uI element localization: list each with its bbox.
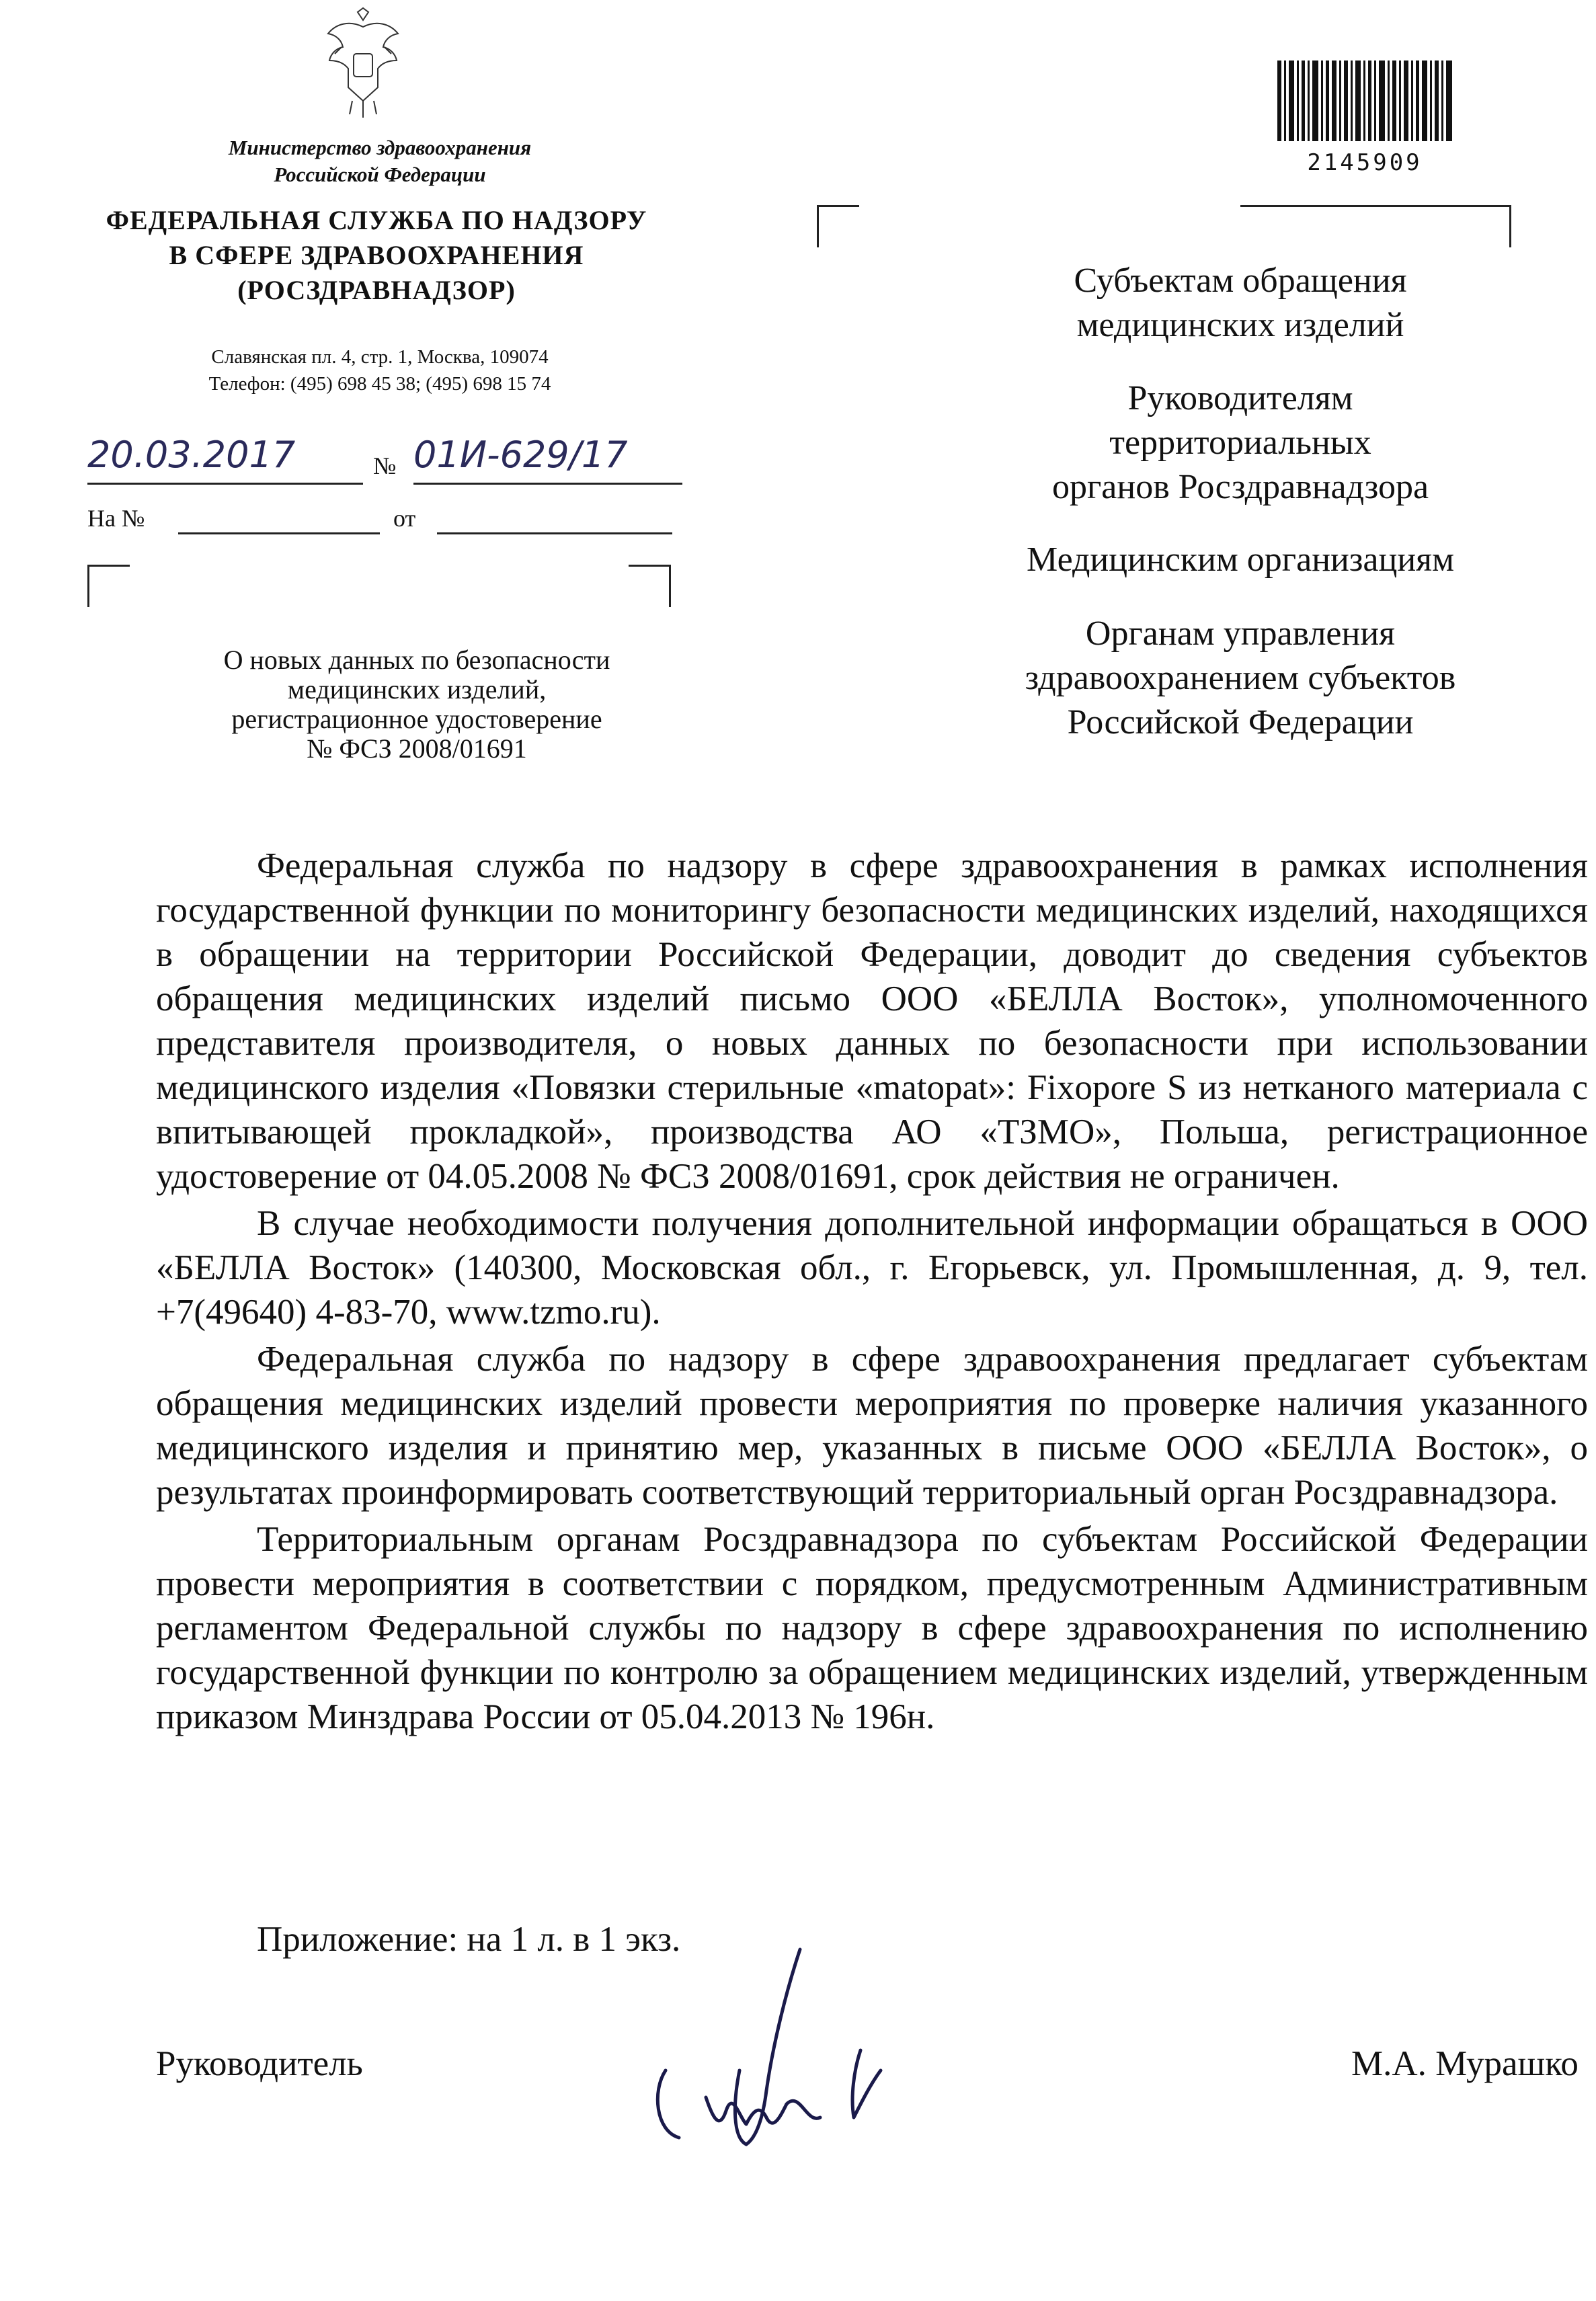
number-underline	[413, 483, 682, 485]
subject-bracket-left	[87, 565, 130, 607]
reply-date-field	[437, 532, 672, 534]
service-name-line2: В СФЕРЕ ЗДРАВООХРАНЕНИЯ	[169, 240, 584, 270]
addressee-1-line1: Субъектам обращения	[1074, 261, 1407, 300]
registration-date: 20.03.2017	[87, 434, 296, 476]
letter-body	[156, 844, 1588, 1742]
barcode-number: 2145909	[1307, 149, 1423, 176]
ministry-name-line2: Российской Федерации	[274, 163, 486, 186]
reply-number-field	[178, 532, 380, 534]
address-line: Славянская пл. 4, стр. 1, Москва, 109074	[211, 346, 549, 368]
barcode-image	[1277, 60, 1452, 141]
body-paragraph-4: Территориальным органам Росздравнадзора по субъектам Российской Федерации провести мероприятия в соответствии с порядком, предусмотренным Административным регламентом Федеральной службы по надзору в сфере здравоохранения по исполнению государственной функции по контролю за обращением медицинских изделий, утвержденным приказом Минздрава России от 05.04.2013 № 196н.	[156, 1520, 1588, 1736]
ministry-name-line1: Министерство здравоохранения	[228, 136, 532, 159]
signer-title: Руководитель	[156, 2044, 363, 2083]
signer-name: М.А. Мурашко	[1351, 2044, 1579, 2083]
service-name-line1: ФЕДЕРАЛЬНАЯ СЛУЖБА ПО НАДЗОРУ	[106, 205, 647, 235]
date-underline	[87, 483, 363, 485]
coat-of-arms-emblem	[323, 7, 403, 124]
addressee-4-line2: здравоохранением субъектов	[1025, 659, 1456, 697]
addressee-2-line3: органов Росздравнадзора	[1051, 468, 1429, 506]
addressee-3-line1: Медицинским организациям	[1027, 540, 1454, 579]
addressee-4-line1: Органам управления	[1085, 614, 1396, 653]
addressee-2-line2: территориальных	[1109, 423, 1371, 462]
body-paragraph-2: В случае необходимости получения дополнительной информации обращаться в ООО «БЕЛЛА Восток» (140300, Московская обл., г. Егорьевск, ул. Промышленная, д. 9, тел. +7(49640) 4-83-70, www.tzmo.ru).	[156, 1204, 1588, 1332]
attachment-note: Приложение: на 1 л. в 1 экз.	[257, 1920, 681, 1959]
registration-number: 01И-629/17	[413, 434, 628, 476]
reply-label: На №	[87, 505, 145, 532]
phone-line: Телефон: (495) 698 45 38; (495) 698 15 74	[208, 373, 551, 395]
subject-line1: О новых данных по безопасности	[223, 645, 610, 675]
subject-line3: регистрационное удостоверение	[231, 704, 602, 734]
subject-line2: медицинских изделий,	[287, 674, 547, 704]
body-paragraph-3: Федеральная служба по надзору в сфере здравоохранения предлагает субъектам обращения медицинских изделий провести мероприятия по проверке наличия указанного медицинского изделия и принятию мер, указанных в письме ООО «БЕЛЛА Восток», о результатах проинформировать соответствующий территориальный орган Росздравнадзора.	[156, 1340, 1588, 1512]
handwritten-signature	[639, 1936, 921, 2158]
body-paragraph-1: Федеральная служба по надзору в сфере здравоохранения в рамках исполнения государственной функции по мониторингу безопасности медицинских изделий, находящихся в обращении на территории Российской Федерации, доводит до сведения субъектов обращения медицинских изделий письмо ООО «БЕЛЛА Восток», уполномоченного представителя производителя, о новых данных по безопасности при использовании медицинского изделия «Повязки стерильные «matopat»: Fixopore S из нетканого материала с впитывающей прокладкой», производства АО «ТЗМО», Польша, регистрационное удостоверение от 04.05.2008 № ФСЗ 2008/01691, срок действия не ограничен.	[156, 846, 1588, 1196]
subject-line4: № ФСЗ 2008/01691	[307, 733, 527, 764]
address-bracket-right	[1240, 205, 1511, 247]
reply-from-label: от	[393, 505, 416, 532]
service-name-line3: (РОСЗДРАВНАДЗОР)	[237, 275, 516, 305]
address-bracket-left	[817, 205, 859, 247]
addressee-2-line1: Руководителям	[1127, 379, 1353, 417]
addressee-4-line3: Российской Федерации	[1067, 703, 1414, 741]
subject-bracket-right	[629, 565, 671, 607]
addressee-1-line2: медицинских изделий	[1076, 306, 1404, 344]
number-sign: №	[373, 452, 397, 479]
